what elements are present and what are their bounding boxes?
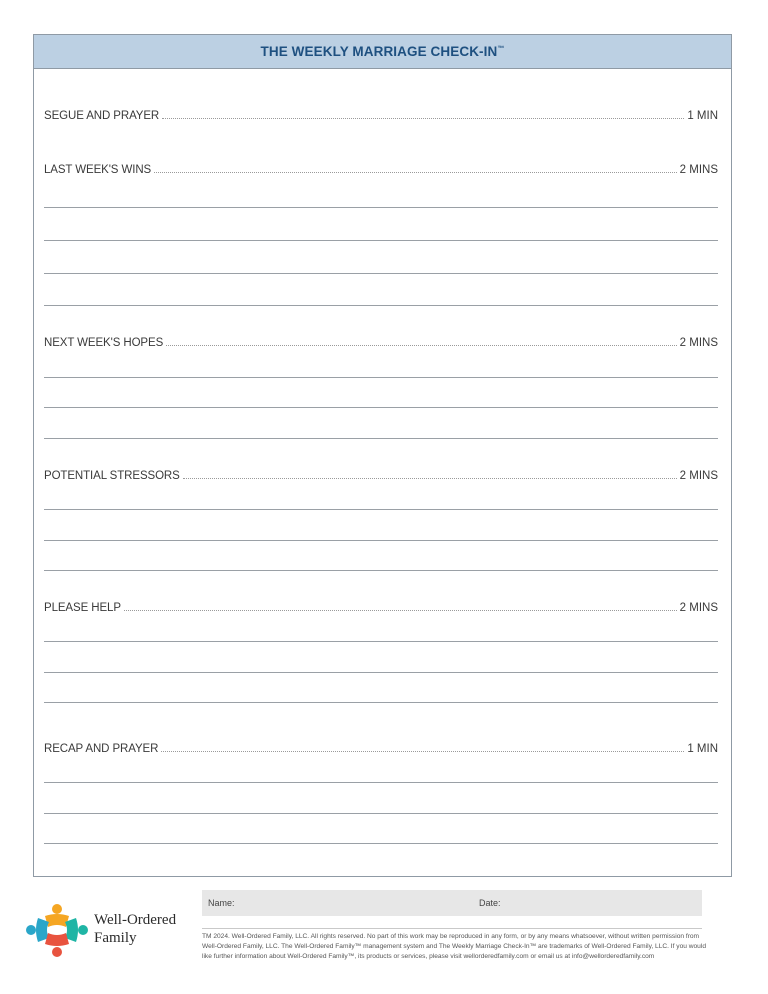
write-line[interactable] xyxy=(44,377,718,378)
write-line[interactable] xyxy=(44,305,718,306)
section-label: NEXT WEEK'S HOPES xyxy=(44,337,164,349)
section-segue-and-prayer xyxy=(44,106,718,122)
legal-notice: TM 2024. Well-Ordered Family, LLC. All rights reserved. No part of this work may be reproduced in any form, or by any means whatsoever, without written permission from Well-Ordered Family, LLC. The Well-Ordered Family™ management system and The Weekly Marriage Check-In™ are trademarks of Well-Ordered Family, LLC. If you would like further information about Well-Ordered Family™, its products or services, please visit wellorderedfamily.com or email us at info@wellorderedfamily.com xyxy=(202,933,706,961)
write-line[interactable] xyxy=(44,407,718,408)
section-duration: 2 MINS xyxy=(679,164,718,176)
dot-leader xyxy=(161,750,684,752)
brand-name xyxy=(94,911,176,947)
write-line[interactable] xyxy=(44,240,718,241)
write-line[interactable] xyxy=(44,782,718,783)
dot-leader xyxy=(124,609,677,611)
section-duration: 2 MINS xyxy=(679,470,718,482)
section-label: SEGUE AND PRAYER xyxy=(44,110,160,122)
section-please-help xyxy=(44,598,718,614)
write-line[interactable] xyxy=(44,672,718,673)
page-title-text: THE WEEKLY MARRIAGE CHECK-IN xyxy=(260,44,498,59)
write-line[interactable] xyxy=(44,570,718,571)
section-label: PLEASE HELP xyxy=(44,602,121,614)
name-field-label[interactable]: Name: xyxy=(208,898,235,908)
write-line[interactable] xyxy=(44,702,718,703)
write-line[interactable] xyxy=(44,273,718,274)
section-next-weeks-hopes xyxy=(44,333,718,349)
write-line[interactable] xyxy=(44,540,718,541)
section-label: LAST WEEK'S WINS xyxy=(44,164,152,176)
section-label: RECAP AND PRAYER xyxy=(44,743,159,755)
trademark-mark: ™ xyxy=(497,45,505,53)
write-line[interactable] xyxy=(44,438,718,439)
section-recap-and-prayer xyxy=(44,739,718,755)
section-duration: 1 MIN xyxy=(687,110,718,122)
write-line[interactable] xyxy=(44,641,718,642)
section-duration: 1 MIN xyxy=(687,743,718,755)
brand-name-line1: Well-Ordered xyxy=(94,912,177,928)
section-duration: 2 MINS xyxy=(679,602,718,614)
dot-leader xyxy=(166,344,677,346)
section-label: POTENTIAL STRESSORS xyxy=(44,470,180,482)
write-line[interactable] xyxy=(44,813,718,814)
write-line[interactable] xyxy=(44,509,718,510)
name-date-box xyxy=(202,890,702,916)
dot-leader xyxy=(162,117,684,119)
page-title xyxy=(261,44,505,59)
dot-leader xyxy=(154,171,677,173)
write-line[interactable] xyxy=(44,843,718,844)
dot-leader xyxy=(183,477,677,479)
section-potential-stressors xyxy=(44,466,718,482)
section-last-weeks-wins xyxy=(44,160,718,176)
write-line[interactable] xyxy=(44,207,718,208)
family-circle-logo-icon xyxy=(26,902,88,958)
date-field-label[interactable]: Date: xyxy=(479,898,501,908)
checkin-sheet xyxy=(33,34,732,877)
brand-name-line2: Family xyxy=(94,930,137,946)
title-bar xyxy=(34,35,731,69)
footer-divider xyxy=(202,928,702,929)
section-duration: 2 MINS xyxy=(679,337,718,349)
